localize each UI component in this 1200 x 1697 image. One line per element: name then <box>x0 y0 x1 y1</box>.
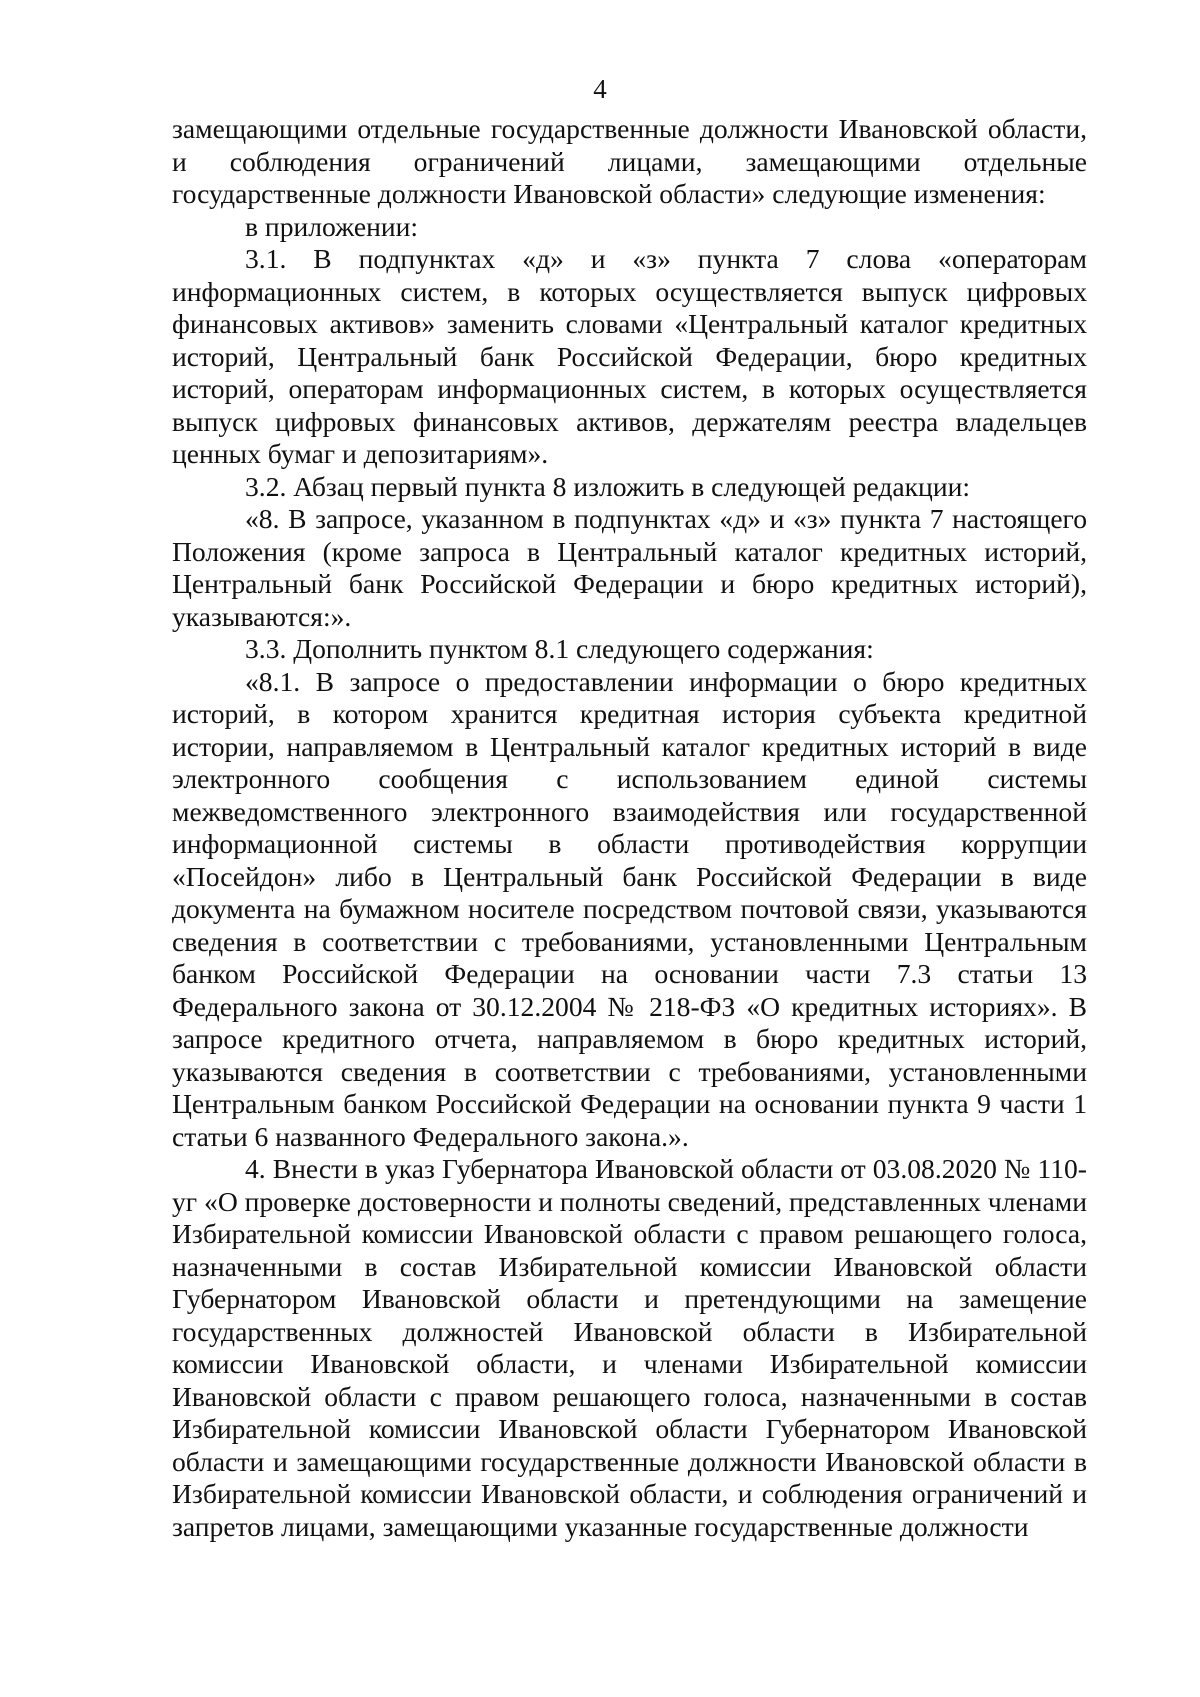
paragraph-6: 3.3. Дополнить пунктом 8.1 следующего содержания: <box>245 633 874 664</box>
paragraph-7: «8.1. В запросе о предоставлении информации о бюро кредитных историй, в котором хранится кредитная история субъекта кредитной истории, направляемом в Центральный каталог кредитных историй в виде электронного сообщения с использованием единой системы межведомственного электронного взаимодействия или государственной информационной системы в области противодействия коррупции «Посейдон» либо в Центральный банк Российской Федерации в виде документа на бумажном носителе посредством почтовой связи, указываются сведения в соответствии с требованиями, установленными Центральным банком Российской Федерации на основании части 7.3 статьи 13 Федерального закона от 30.12.2004 № 218-ФЗ «О кредитных историях». В запросе кредитного отчета, направляемом в бюро кредитных историй, указываются сведения в соответствии с требованиями, установленными Центральным банком Российской Федерации на основании пункта 9 части 1 статьи 6 названного Федерального закона.». <box>172 665 1087 1152</box>
paragraph-2: в приложении: <box>245 210 419 242</box>
paragraph-3: 3.1. В подпунктах «д» и «з» пункта 7 слова «операторам информационных систем, в которых осуществляется выпуск цифровых финансовых активов» заменить словами «Центральный каталог кредитных историй, Центральный банк Российской Федерации, бюро кредитных историй, операторам информационных систем, в которых осуществляется выпуск цифровых финансовых активов, держателям реестра владельцев ценных бумаг и депозитариям». <box>172 243 1087 469</box>
page-number: 4 <box>593 74 607 104</box>
paragraph-8: 4. Внести в указ Губернатора Ивановской области от 03.08.2020 № 110-уг «О проверке достоверности и полноты сведений, представленных членами Избирательной комиссии Ивановской области с правом решающего голоса, назначенными в состав Избирательной комиссии Ивановской области Губернатором Ивановской области и претендующими на замещение государственных должностей Ивановской области в Избирательной комиссии Ивановской области, и членами Избирательной комиссии Ивановской области с правом решающего голоса, назначенными в состав Избирательной комиссии Ивановской области Губернатором Ивановской области и замещающими государственные должности Ивановской области в Избирательной комиссии Ивановской области, и соблюдения ограничений и запретов лицами, замещающими указанные государственные должности <box>172 1153 1087 1542</box>
paragraph-5: «8. В запросе, указанном в подпунктах «д» и «з» пункта 7 настоящего Положения (кроме запроса в Центральный каталог кредитных историй, Центральный банк Российской Федерации и бюро кредитных историй), указываются:». <box>172 503 1087 632</box>
document-body <box>172 113 1087 1543</box>
paragraph-4: 3.2. Абзац первый пункта 8 изложить в следующей редакции: <box>245 470 971 502</box>
paragraph-1: замещающими отдельные государственные должности Ивановской области, и соблюдения ограничений лицами, замещающими отдельные государственные должности Ивановской области» следующие изменения: <box>172 113 1087 209</box>
